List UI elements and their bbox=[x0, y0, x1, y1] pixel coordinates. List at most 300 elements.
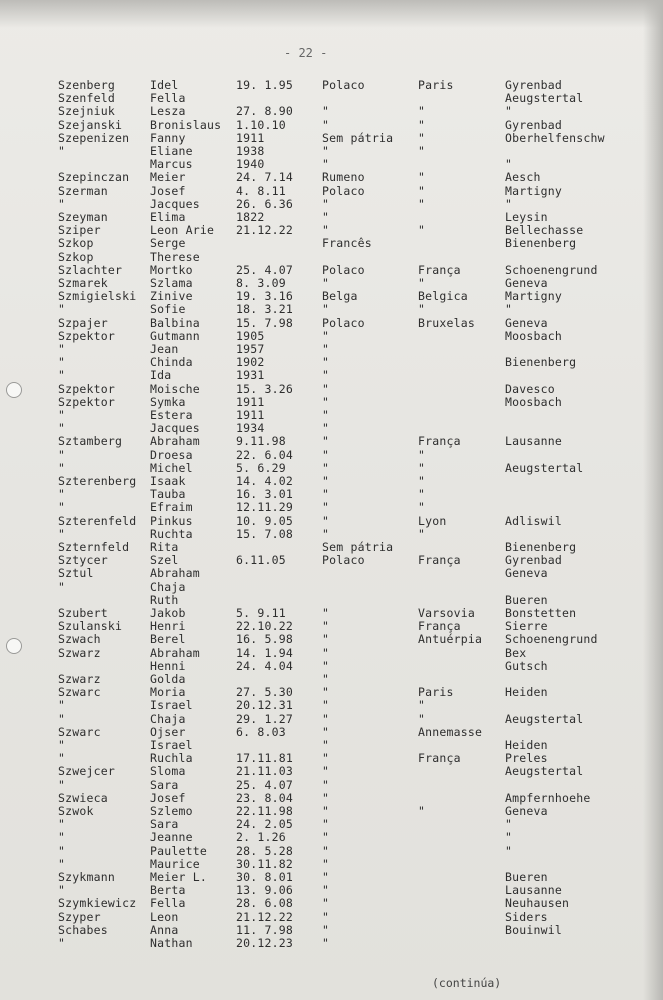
nationality-cell: " bbox=[322, 526, 330, 541]
nationality-cell: Rumeno bbox=[322, 170, 365, 185]
birth-date-cell: 20.12.23 bbox=[236, 936, 293, 950]
given-name-cell: Ida bbox=[150, 368, 172, 383]
table-row bbox=[0, 487, 663, 501]
birth-date-cell: 24. 7.14 bbox=[236, 170, 293, 185]
birth-date-cell: 24. 4.04 bbox=[236, 658, 293, 673]
origin-city-cell: " bbox=[418, 170, 426, 185]
given-name-cell: Maurice bbox=[150, 856, 200, 871]
destination-cell: Preles bbox=[505, 751, 548, 766]
origin-city-cell: Annemasse bbox=[418, 724, 483, 739]
nationality-cell: Polaco bbox=[322, 553, 365, 568]
surname-cell: " bbox=[58, 777, 66, 792]
nationality-cell: " bbox=[322, 196, 330, 211]
surname-cell: " bbox=[58, 830, 66, 845]
destination-cell: Bonstetten bbox=[505, 606, 577, 620]
given-name-cell: Jakob bbox=[150, 606, 186, 620]
table-row bbox=[0, 751, 663, 765]
birth-date-cell: 4. 8.11 bbox=[236, 183, 286, 198]
surname-cell: Szternfeld bbox=[58, 540, 130, 554]
table-row bbox=[0, 474, 663, 488]
table-row bbox=[0, 527, 663, 541]
given-name-cell: Leon Arie bbox=[150, 223, 215, 238]
birth-date-cell: 1822 bbox=[236, 210, 265, 224]
birth-date-cell: 21.12.22 bbox=[236, 223, 293, 238]
destination-cell: Lausanne bbox=[505, 434, 562, 449]
nationality-cell: " bbox=[322, 751, 330, 766]
origin-city-cell: " bbox=[418, 117, 426, 132]
surname-cell: " bbox=[58, 936, 66, 950]
given-name-cell: Chaja bbox=[150, 711, 186, 726]
destination-cell: Gyrenbad bbox=[505, 117, 562, 132]
given-name-cell: Szel bbox=[150, 553, 179, 568]
origin-city-cell: França bbox=[418, 553, 461, 568]
origin-city-cell: " bbox=[418, 223, 426, 238]
surname-cell: Szwach bbox=[58, 632, 101, 647]
nationality-cell: " bbox=[322, 104, 330, 119]
destination-cell: Bouinwil bbox=[505, 922, 562, 937]
table-row bbox=[0, 606, 663, 620]
nationality-cell: " bbox=[322, 922, 330, 937]
table-row bbox=[0, 514, 663, 528]
destination-cell: Davesco bbox=[505, 381, 555, 396]
table-row bbox=[0, 170, 663, 184]
nationality-cell: " bbox=[322, 460, 330, 475]
origin-city-cell: Paris bbox=[418, 78, 454, 92]
nationality-cell: " bbox=[322, 843, 330, 858]
birth-date-cell: 9.11.98 bbox=[236, 434, 286, 449]
given-name-cell: Fella bbox=[150, 896, 186, 911]
given-name-cell: Gutmann bbox=[150, 328, 200, 343]
nationality-cell: " bbox=[322, 355, 330, 370]
table-row bbox=[0, 157, 663, 171]
nationality-cell: " bbox=[322, 342, 330, 356]
nationality-cell: " bbox=[322, 724, 330, 739]
table-row bbox=[0, 104, 663, 118]
given-name-cell: Anna bbox=[150, 922, 179, 937]
nationality-cell: " bbox=[322, 408, 330, 422]
birth-date-cell: 25. 4.07 bbox=[236, 777, 293, 792]
page-number: - 22 - bbox=[284, 46, 328, 60]
origin-city-cell: " bbox=[418, 711, 426, 726]
destination-cell: Geneva bbox=[505, 566, 548, 581]
origin-city-cell: " bbox=[418, 487, 426, 502]
birth-date-cell: 25. 4.07 bbox=[236, 262, 293, 277]
nationality-cell: " bbox=[322, 447, 330, 462]
surname-cell: Sziper bbox=[58, 223, 101, 238]
nationality-cell: " bbox=[322, 513, 330, 528]
origin-city-cell: Bruxelas bbox=[418, 315, 475, 330]
nationality-cell: " bbox=[322, 302, 330, 317]
table-row bbox=[0, 434, 663, 448]
birth-date-cell: 19. 3.16 bbox=[236, 289, 293, 304]
given-name-cell: Chinda bbox=[150, 355, 193, 370]
surname-cell: Szkop bbox=[58, 249, 94, 264]
birth-date-cell: 22. 6.04 bbox=[236, 447, 293, 462]
nationality-cell: " bbox=[322, 698, 330, 713]
given-name-cell: Henni bbox=[150, 658, 186, 673]
birth-date-cell: 14. 1.94 bbox=[236, 645, 293, 660]
nationality-cell: " bbox=[322, 117, 330, 132]
destination-cell: Geneva bbox=[505, 804, 548, 818]
origin-city-cell: França bbox=[418, 262, 461, 277]
birth-date-cell: 1905 bbox=[236, 328, 265, 343]
birth-date-cell: 6.11.05 bbox=[236, 553, 286, 568]
table-row bbox=[0, 184, 663, 198]
surname-cell: Szpektor bbox=[58, 328, 115, 343]
surname-cell: Szenfeld bbox=[58, 91, 115, 106]
origin-city-cell: " bbox=[418, 144, 426, 158]
surname-cell: Szpektor bbox=[58, 394, 115, 409]
table-row bbox=[0, 118, 663, 132]
given-name-cell: Ruth bbox=[150, 592, 179, 607]
table-row bbox=[0, 78, 663, 92]
destination-cell: Gyrenbad bbox=[505, 78, 562, 92]
birth-date-cell: 21.12.22 bbox=[236, 909, 293, 924]
given-name-cell: Israel bbox=[150, 698, 193, 713]
given-name-cell: Israel bbox=[150, 738, 193, 752]
origin-city-cell: " bbox=[418, 130, 426, 145]
surname-cell: " bbox=[58, 817, 66, 832]
destination-cell: Gutsch bbox=[505, 658, 548, 673]
surname-cell: " bbox=[58, 342, 66, 356]
origin-city-cell: França bbox=[418, 619, 461, 634]
destination-cell: Geneva bbox=[505, 315, 548, 330]
surname-cell: " bbox=[58, 408, 66, 422]
nationality-cell: " bbox=[322, 870, 330, 884]
birth-date-cell: 1911 bbox=[236, 408, 265, 422]
given-name-cell: Josef bbox=[150, 790, 186, 805]
destination-cell: Bienenberg bbox=[505, 540, 577, 554]
destination-cell: Adliswil bbox=[505, 513, 562, 528]
surname-cell: Szulanski bbox=[58, 619, 123, 634]
origin-city-cell: " bbox=[418, 447, 426, 462]
given-name-cell: Jeanne bbox=[150, 830, 193, 845]
surname-cell: Szejanski bbox=[58, 117, 123, 132]
destination-cell: Gyrenbad bbox=[505, 553, 562, 568]
table-row bbox=[0, 738, 663, 752]
destination-cell: Heiden bbox=[505, 685, 548, 700]
given-name-cell: Berta bbox=[150, 883, 186, 898]
nationality-cell: Polaco bbox=[322, 262, 365, 277]
table-row bbox=[0, 659, 663, 673]
surname-cell: " bbox=[58, 421, 66, 436]
origin-city-cell: Antuérpia bbox=[418, 632, 483, 647]
nationality-cell: " bbox=[322, 144, 330, 158]
destination-cell: Aeugstertal bbox=[505, 711, 584, 726]
table-row bbox=[0, 791, 663, 805]
given-name-cell: Rita bbox=[150, 540, 179, 554]
destination-cell: Bellechasse bbox=[505, 223, 584, 238]
surname-cell: Szpektor bbox=[58, 381, 115, 396]
destination-cell: " bbox=[505, 104, 513, 119]
surname-cell: " bbox=[58, 579, 66, 594]
given-name-cell: Szlemo bbox=[150, 804, 193, 818]
birth-date-cell: 14. 4.02 bbox=[236, 474, 293, 488]
table-row bbox=[0, 355, 663, 369]
table-row bbox=[0, 844, 663, 858]
nationality-cell: " bbox=[322, 764, 330, 779]
destination-cell: " bbox=[505, 843, 513, 858]
destination-cell: Bienenberg bbox=[505, 236, 577, 251]
birth-date-cell: 26. 6.36 bbox=[236, 196, 293, 211]
surname-cell: Szerman bbox=[58, 183, 108, 198]
table-row bbox=[0, 910, 663, 924]
birth-date-cell: 11. 7.98 bbox=[236, 922, 293, 937]
birth-date-cell: 2. 1.26 bbox=[236, 830, 286, 845]
origin-city-cell: " bbox=[418, 474, 426, 488]
destination-cell: Oberhelfenschw bbox=[505, 130, 605, 145]
destination-cell: " bbox=[505, 830, 513, 845]
surname-cell: " bbox=[58, 751, 66, 766]
surname-cell: Sztul bbox=[58, 566, 94, 581]
given-name-cell: Josef bbox=[150, 183, 186, 198]
surname-cell: Szyper bbox=[58, 909, 101, 924]
nationality-cell: " bbox=[322, 434, 330, 449]
nationality-cell: " bbox=[322, 856, 330, 871]
origin-city-cell: " bbox=[418, 302, 426, 317]
origin-city-cell: " bbox=[418, 698, 426, 713]
destination-cell: " bbox=[505, 196, 513, 211]
nationality-cell: " bbox=[322, 936, 330, 950]
destination-cell: Schoenengrund bbox=[505, 632, 598, 647]
destination-cell: " bbox=[505, 302, 513, 317]
given-name-cell: Ojser bbox=[150, 724, 186, 739]
surname-cell: Szlachter bbox=[58, 262, 123, 277]
birth-date-cell: 17.11.81 bbox=[236, 751, 293, 766]
given-name-cell: Golda bbox=[150, 672, 186, 686]
given-name-cell: Nathan bbox=[150, 936, 193, 950]
table-row bbox=[0, 236, 663, 250]
surname-cell: Szykmann bbox=[58, 870, 115, 884]
given-name-cell: Abraham bbox=[150, 645, 200, 660]
given-name-cell: Marcus bbox=[150, 157, 193, 172]
surname-cell: " bbox=[58, 302, 66, 317]
surname-cell: Sztamberg bbox=[58, 434, 123, 449]
nationality-cell: Polaco bbox=[322, 183, 365, 198]
origin-city-cell: " bbox=[418, 526, 426, 541]
given-name-cell: Ruchta bbox=[150, 526, 193, 541]
given-name-cell: Henri bbox=[150, 619, 186, 634]
surname-cell: Szwieca bbox=[58, 790, 108, 805]
origin-city-cell: França bbox=[418, 751, 461, 766]
surname-cell: " bbox=[58, 447, 66, 462]
given-name-cell: Moria bbox=[150, 685, 186, 700]
birth-date-cell: 1940 bbox=[236, 157, 265, 172]
given-name-cell: Fanny bbox=[150, 130, 186, 145]
destination-cell: Siders bbox=[505, 909, 548, 924]
nationality-cell: " bbox=[322, 896, 330, 911]
given-name-cell: Pinkus bbox=[150, 513, 193, 528]
table-row bbox=[0, 870, 663, 884]
given-name-cell: Moische bbox=[150, 381, 200, 396]
table-row bbox=[0, 936, 663, 950]
table-row bbox=[0, 646, 663, 660]
destination-cell: Ampfernhoehe bbox=[505, 790, 591, 805]
table-row bbox=[0, 250, 663, 264]
table-row bbox=[0, 566, 663, 580]
destination-cell: Moosbach bbox=[505, 394, 562, 409]
given-name-cell: Leon bbox=[150, 909, 179, 924]
birth-date-cell: 16. 3.01 bbox=[236, 487, 293, 502]
given-name-cell: Sofie bbox=[150, 302, 186, 317]
birth-date-cell: 1931 bbox=[236, 368, 265, 383]
nationality-cell: " bbox=[322, 394, 330, 409]
destination-cell: Lausanne bbox=[505, 883, 562, 898]
birth-date-cell: 21.11.03 bbox=[236, 764, 293, 779]
surname-cell: " bbox=[58, 368, 66, 383]
origin-city-cell: " bbox=[418, 104, 426, 119]
origin-city-cell: Varsovia bbox=[418, 606, 475, 620]
surname-cell: " bbox=[58, 144, 66, 158]
nationality-cell: " bbox=[322, 883, 330, 898]
nationality-cell: " bbox=[322, 738, 330, 752]
nationality-cell: " bbox=[322, 487, 330, 502]
surname-cell: " bbox=[58, 460, 66, 475]
birth-date-cell: 1902 bbox=[236, 355, 265, 370]
table-row bbox=[0, 804, 663, 818]
table-row bbox=[0, 553, 663, 567]
birth-date-cell: 12.11.29 bbox=[236, 500, 293, 515]
nationality-cell: " bbox=[322, 672, 330, 686]
given-name-cell: Mortko bbox=[150, 262, 193, 277]
birth-date-cell: 29. 1.27 bbox=[236, 711, 293, 726]
given-name-cell: Idel bbox=[150, 78, 179, 92]
destination-cell: Heiden bbox=[505, 738, 548, 752]
given-name-cell: Sara bbox=[150, 817, 179, 832]
table-row bbox=[0, 540, 663, 554]
birth-date-cell: 27. 5.30 bbox=[236, 685, 293, 700]
table-row bbox=[0, 421, 663, 435]
given-name-cell: Szlama bbox=[150, 276, 193, 290]
surname-cell: Szmigielski bbox=[58, 289, 137, 304]
nationality-cell: " bbox=[322, 711, 330, 726]
birth-date-cell: 1934 bbox=[236, 421, 265, 436]
origin-city-cell: Paris bbox=[418, 685, 454, 700]
table-row bbox=[0, 316, 663, 330]
birth-date-cell: 27. 8.90 bbox=[236, 104, 293, 119]
surname-cell: " bbox=[58, 698, 66, 713]
given-name-cell: Serge bbox=[150, 236, 186, 251]
destination-cell: Geneva bbox=[505, 276, 548, 290]
birth-date-cell: 28. 6.08 bbox=[236, 896, 293, 911]
nationality-cell: " bbox=[322, 658, 330, 673]
birth-date-cell: 15. 7.98 bbox=[236, 315, 293, 330]
origin-city-cell: Lyon bbox=[418, 513, 447, 528]
birth-date-cell: 15. 7.08 bbox=[236, 526, 293, 541]
surname-cell: " bbox=[58, 738, 66, 752]
birth-date-cell: 23. 8.04 bbox=[236, 790, 293, 805]
given-name-cell: Abraham bbox=[150, 566, 200, 581]
destination-cell: Leysin bbox=[505, 210, 548, 224]
nationality-cell: " bbox=[322, 157, 330, 172]
table-row bbox=[0, 289, 663, 303]
birth-date-cell: 1911 bbox=[236, 130, 265, 145]
table-row bbox=[0, 685, 663, 699]
surname-cell: Szwejcer bbox=[58, 764, 115, 779]
origin-city-cell: " bbox=[418, 183, 426, 198]
origin-city-cell: França bbox=[418, 434, 461, 449]
table-row bbox=[0, 830, 663, 844]
destination-cell: Aesch bbox=[505, 170, 541, 185]
table-row bbox=[0, 461, 663, 475]
destination-cell: Aeugstertal bbox=[505, 764, 584, 779]
origin-city-cell: " bbox=[418, 500, 426, 515]
birth-date-cell: 22.10.22 bbox=[236, 619, 293, 634]
birth-date-cell: 1911 bbox=[236, 394, 265, 409]
destination-cell: Bienenberg bbox=[505, 355, 577, 370]
birth-date-cell: 16. 5.98 bbox=[236, 632, 293, 647]
table-row bbox=[0, 368, 663, 382]
table-row bbox=[0, 883, 663, 897]
origin-city-cell: " bbox=[418, 196, 426, 211]
destination-cell: Schoenengrund bbox=[505, 262, 598, 277]
table-row bbox=[0, 210, 663, 224]
table-row bbox=[0, 223, 663, 237]
surname-cell: Szwarz bbox=[58, 645, 101, 660]
nationality-cell: " bbox=[322, 909, 330, 924]
nationality-cell: " bbox=[322, 645, 330, 660]
table-row bbox=[0, 778, 663, 792]
given-name-cell: Eliane bbox=[150, 144, 193, 158]
surname-cell: Szkop bbox=[58, 236, 94, 251]
table-row bbox=[0, 382, 663, 396]
given-name-cell: Sara bbox=[150, 777, 179, 792]
surname-cell: Szpajer bbox=[58, 315, 108, 330]
origin-city-cell: " bbox=[418, 460, 426, 475]
given-name-cell: Berel bbox=[150, 632, 186, 647]
nationality-cell: " bbox=[322, 804, 330, 818]
nationality-cell: " bbox=[322, 223, 330, 238]
nationality-cell: " bbox=[322, 790, 330, 805]
birth-date-cell: 20.12.31 bbox=[236, 698, 293, 713]
table-row bbox=[0, 712, 663, 726]
surname-cell: Szepenizen bbox=[58, 130, 130, 145]
table-row bbox=[0, 672, 663, 686]
nationality-cell: " bbox=[322, 381, 330, 396]
nationality-cell: " bbox=[322, 777, 330, 792]
surname-cell: Szmarek bbox=[58, 276, 108, 290]
table-row bbox=[0, 197, 663, 211]
birth-date-cell: 1938 bbox=[236, 144, 265, 158]
birth-date-cell: 13. 9.06 bbox=[236, 883, 293, 898]
birth-date-cell: 5. 9.11 bbox=[236, 606, 286, 620]
table-row bbox=[0, 725, 663, 739]
surname-cell: Szwarz bbox=[58, 672, 101, 686]
nationality-cell: " bbox=[322, 421, 330, 436]
table-row bbox=[0, 408, 663, 422]
table-row bbox=[0, 580, 663, 594]
surname-cell: " bbox=[58, 355, 66, 370]
surname-cell: Szterenfeld bbox=[58, 513, 137, 528]
nationality-cell: " bbox=[322, 210, 330, 224]
destination-cell: Moosbach bbox=[505, 328, 562, 343]
given-name-cell: Zinive bbox=[150, 289, 193, 304]
nationality-cell: " bbox=[322, 276, 330, 290]
surname-cell: Szubert bbox=[58, 606, 108, 620]
table-row bbox=[0, 923, 663, 937]
destination-cell: Bueren bbox=[505, 870, 548, 884]
table-row bbox=[0, 302, 663, 316]
surname-cell: " bbox=[58, 487, 66, 502]
table-row bbox=[0, 764, 663, 778]
table-row bbox=[0, 395, 663, 409]
table-row bbox=[0, 500, 663, 514]
table-row bbox=[0, 342, 663, 356]
given-name-cell: Jacques bbox=[150, 421, 200, 436]
given-name-cell: Droesa bbox=[150, 447, 193, 462]
nationality-cell: Francês bbox=[322, 236, 372, 251]
given-name-cell: Estera bbox=[150, 408, 193, 422]
